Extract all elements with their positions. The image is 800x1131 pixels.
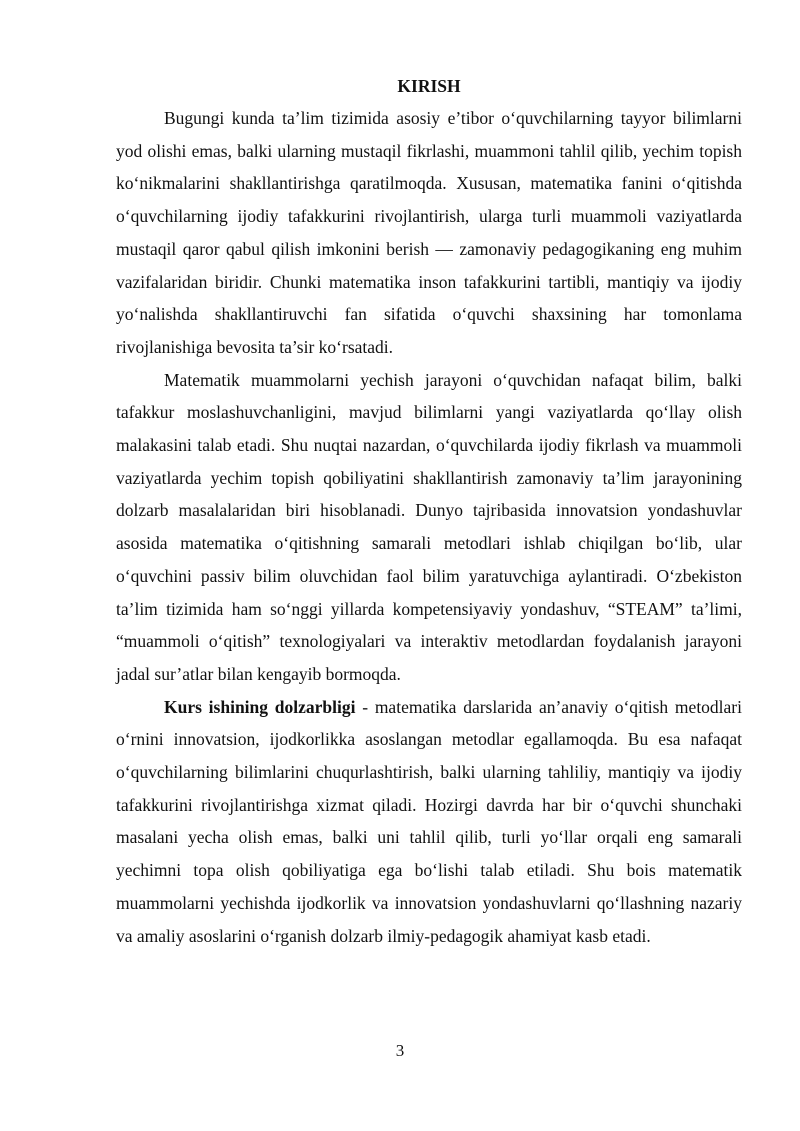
page-number: 3 [395,1041,405,1060]
paragraph-1-text: Bugungi kunda ta’lim tizimida asosiy e’tibor o‘quvchilarning tayyor bilimlarni yod olishi emas, balki ularning mustaqil fikrlashi, muammoni tahlil qilib, yechim topish ko‘nikmalarini shakllantirishga qaratilmoqda. Xususan, matematika fanini o‘qitishda o‘quvchilarning ijodiy tafakkurini rivojlantirish, ularga turli muammoli vaziyatlarda mustaqil qaror qabul qilish imkonini berish — zamonaviy pedagogikaning eng muhim vazifalaridan biridir. Chunki matematika inson tafakkurini tartibli, mantiqiy va ijodiy yo‘nalishda shakllantiruvchi fan sifatida o‘quvchi shaxsining har tomonlama rivojlanishiga bevosita ta’sir ko‘rsatadi. [116,108,742,357]
paragraph-3-lead: Kurs ishining dolzarbligi [164,696,356,717]
section-title: KIRISH [397,76,461,96]
paragraph-2-text: Matematik muammolarni yechish jarayoni o‘quvchidan nafaqat bilim, balki tafakkur moslashuvchanligini, mavjud bilimlarni yangi vaziyatlarda qo‘llay olish malakasini talab etadi. Shu nuqtai nazardan, o‘quvchilarda ijodiy fikrlash va muammoli vaziyatlarda yechim topish qobiliyatini shakllantirish zamonaviy ta’lim jarayonining dolzarb masalalaridan biri hisoblanadi. Dunyo tajribasida innovatsion yondashuvlar asosida matematika o‘qitishning samarali metodlari ishlab chiqilgan bo‘lib, ular o‘quvchini passiv bilim oluvchidan faol bilim yaratuvchiga aylantiradi. O‘zbekiston ta’lim tizimida ham so‘nggi yillarda kompetensiyaviy yondashuv, “STEAM” ta’limi, “muammoli o‘qitish” texnologiyalari va interaktiv metodlardan foydalanish jarayoni jadal sur’atlar bilan kengayib bormoqda. [116,369,742,684]
paragraph-3-text: - matematika darslarida an’anaviy o‘qitish metodlari o‘rnini innovatsion, ijodkorlikka asoslangan metodlar egallamoqda. Bu esa nafaqat o‘quvchilarning bilimlarini chuqurlashtirish, balki ularning tahliliy, mantiqiy va ijodiy tafakkurini rivojlantirishga xizmat qiladi. Hozirgi davrda har bir o‘quvchi shunchaki masalani yecha olish emas, balki uni tahlil qilib, turli yo‘llar orqali eng samarali yechimni topa olish qobiliyatiga ega bo‘lishi talab etiladi. Shu bois matematik muammolarni yechishda ijodkorlik va innovatsion yondashuvlarni qo‘llashning nazariy va amaliy asoslarini o‘rganish dolzarb ilmiy-pedagogik ahamiyat kasb etadi. [116,696,742,946]
document-page [116,70,742,952]
paragraph-3 [116,691,742,953]
paragraph-1 [116,102,742,364]
paragraph-2 [116,364,742,691]
